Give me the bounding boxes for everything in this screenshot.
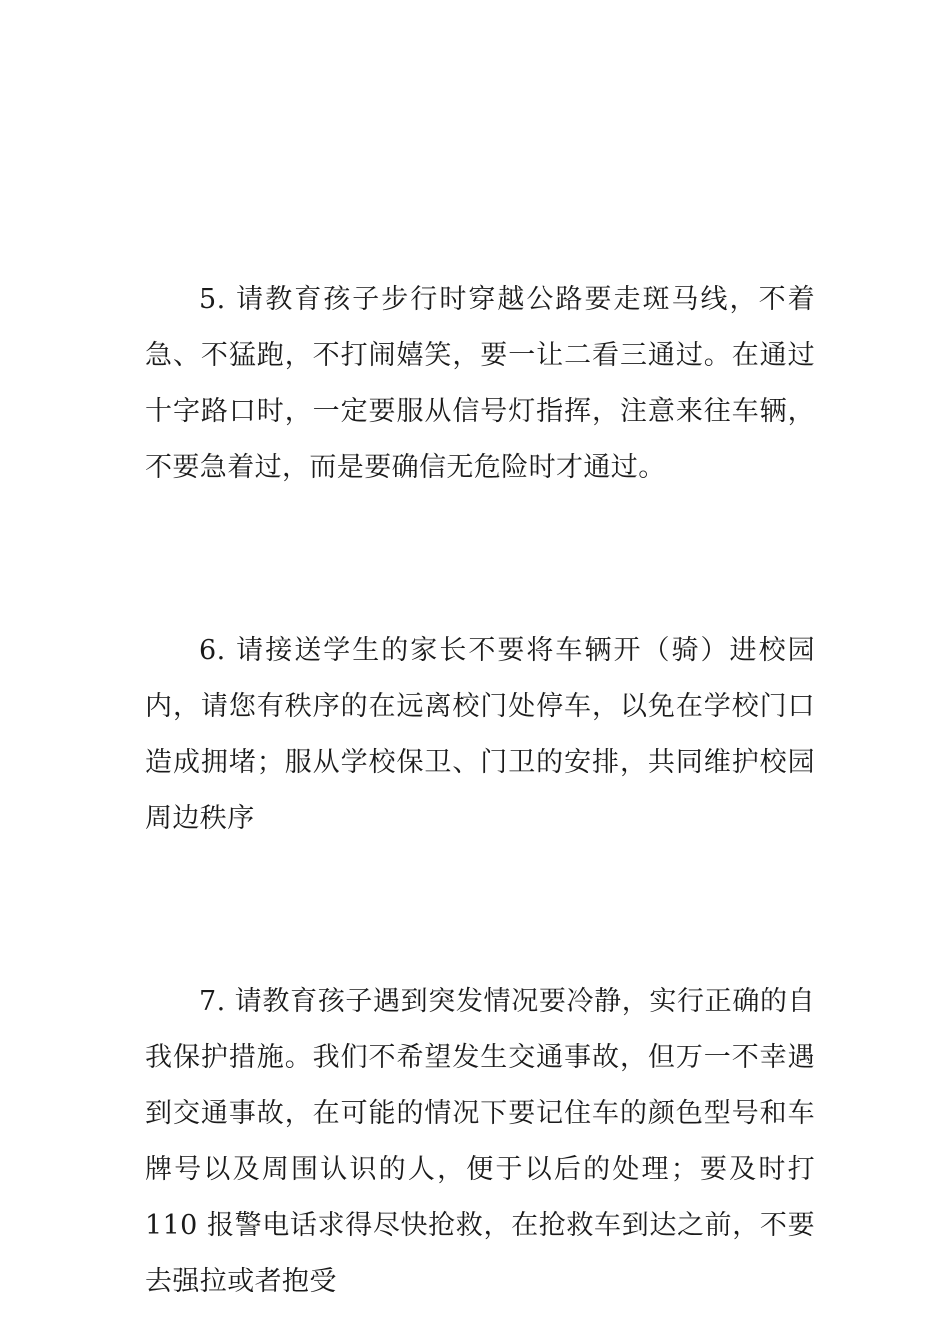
paragraph-5 [145,272,815,496]
paragraph-5-number: 5. [199,284,226,315]
paragraph-7-number: 7. [199,986,226,1017]
paragraph-6-number: 6. [199,635,226,666]
paragraph-6 [145,623,815,847]
paragraph-7-text: 请教育孩子遇到突发情况要冷静，实行正确的自我保护措施。我们不希望发生交通事故，但万一不幸遇到交通事故，在可能的情况下要记住车的颜色型号和车牌号以及周围认识的人，便于以后的处理；要及时打 110 报警电话求得尽快抢救，在抢救车到达之前，不要去强拉或者抱受 [145,986,824,1297]
paragraph-6-text: 请接送学生的家长不要将车辆开（骑）进校园内，请您有秩序的在远离校门处停车，以免在学校门口造成拥堵；服从学校保卫、门卫的安排，共同维护校园周边秩序 [145,635,816,834]
paragraph-5-text: 请教育孩子步行时穿越公路要走斑马线，不着急、不猛跑，不打闹嬉笑，要一让二看三通过。在通过十字路口时，一定要服从信号灯指挥，注意来往车辆，不要急着过，而是要确信无危险时才通过。 [145,284,816,483]
paragraph-7 [145,974,824,1310]
